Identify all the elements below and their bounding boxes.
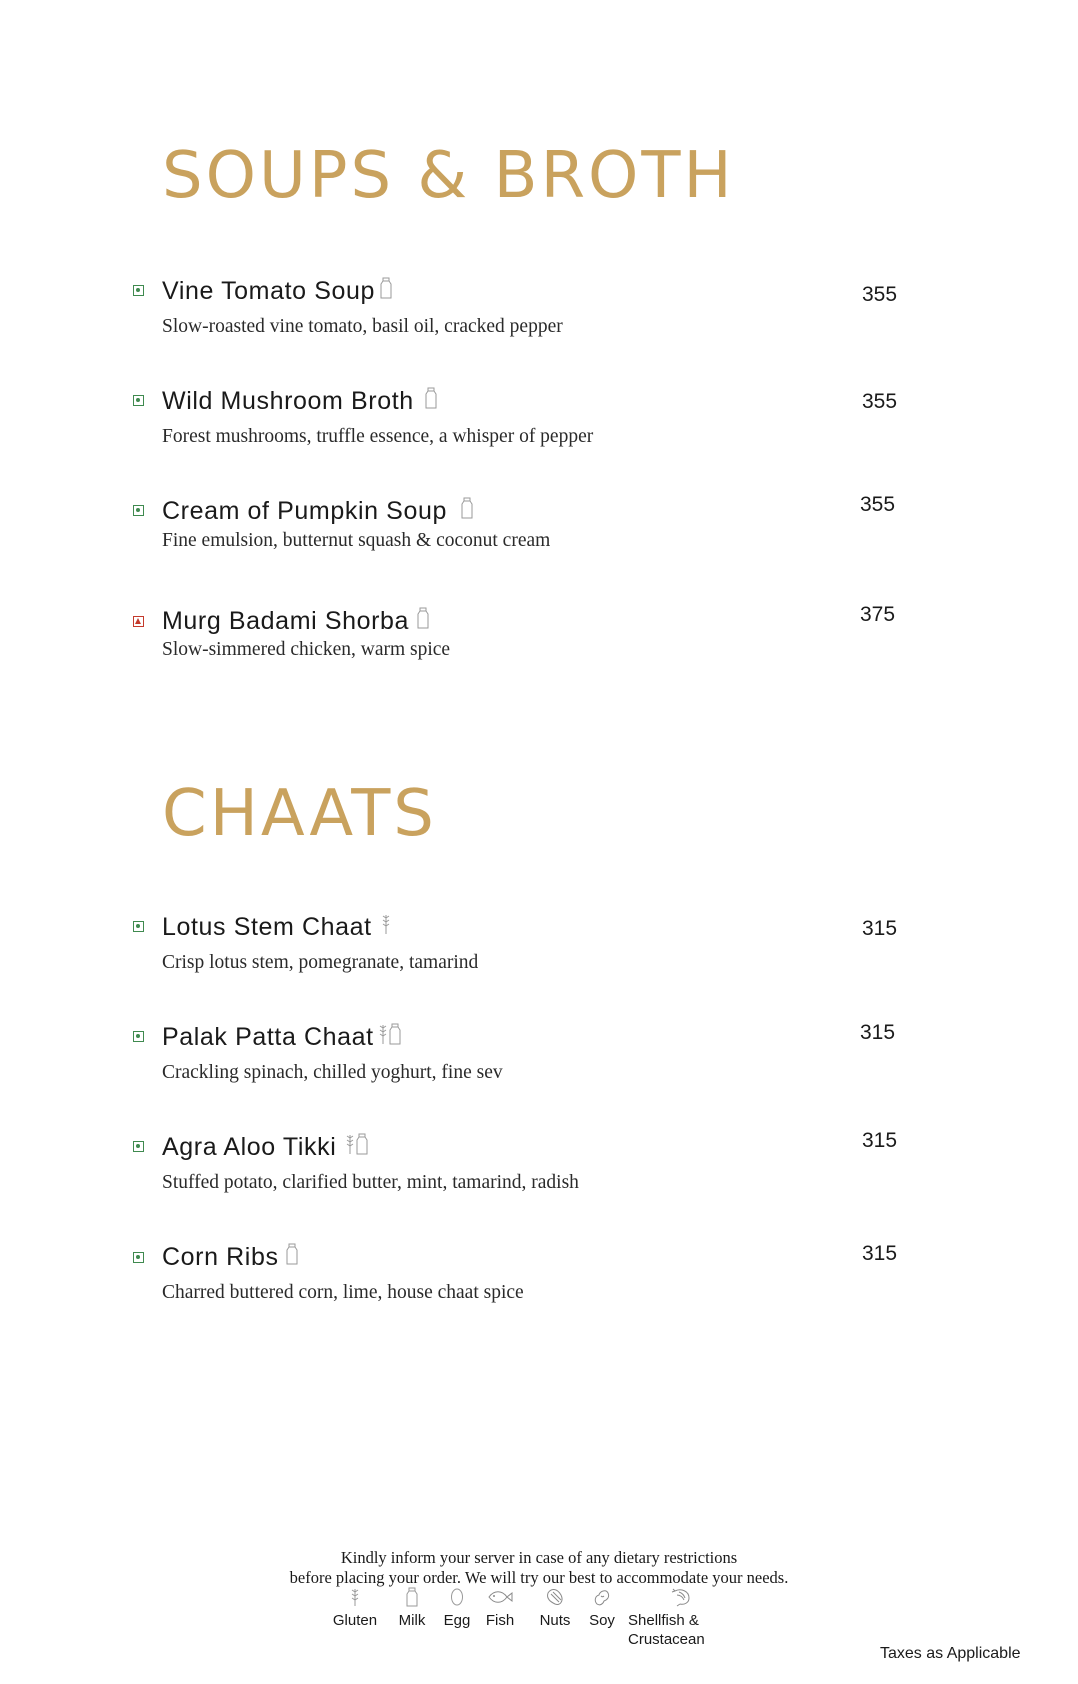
item-name: Cream of Pumpkin Soup	[162, 499, 473, 524]
item-description: Charred buttered corn, lime, house chaat spice	[162, 1282, 524, 1303]
item-name: Corn Ribs	[162, 1245, 298, 1270]
veg-indicator-icon	[133, 921, 144, 932]
milk-icon	[356, 1133, 368, 1155]
item-price: 315	[862, 917, 898, 940]
gluten-icon	[346, 1133, 354, 1155]
shellfish-icon	[650, 1587, 714, 1607]
veg-indicator-icon	[133, 285, 144, 296]
milk-icon	[417, 607, 429, 629]
item-price: 375	[860, 603, 896, 626]
legend-label: Nuts	[539, 1612, 571, 1629]
legend-fish	[480, 1587, 520, 1630]
dietary-note	[0, 1548, 1078, 1588]
section-title-soups: SOUPS & BROTH	[162, 139, 735, 213]
item-description: Slow-roasted vine tomato, basil oil, cracked pepper	[162, 316, 563, 337]
milk-icon	[425, 387, 437, 409]
veg-indicator-icon	[133, 505, 144, 516]
menu-item-wild-mushroom-broth	[0, 382, 1078, 462]
fish-icon	[480, 1587, 520, 1607]
item-name: Lotus Stem Chaat	[162, 915, 390, 940]
dietary-note-line-2: before placing your order. We will try our best to accommodate your needs.	[289, 1568, 789, 1587]
taxes-note: Taxes as Applicable	[880, 1645, 1021, 1662]
dietary-note-line-1: Kindly inform your server in case of any dietary restrictions	[340, 1548, 738, 1567]
legend-milk	[392, 1587, 432, 1630]
item-price: 355	[860, 493, 896, 516]
milk-icon	[389, 1023, 401, 1045]
legend-label: Gluten	[332, 1612, 378, 1629]
item-name: Agra Aloo Tikki	[162, 1135, 368, 1160]
menu-item-murg-badami-shorba	[0, 602, 1078, 682]
veg-indicator-icon	[133, 1141, 144, 1152]
milk-icon	[461, 497, 473, 519]
menu-item-agra-aloo-tikki	[0, 1128, 1078, 1208]
gluten-icon	[382, 913, 390, 935]
legend-soy	[584, 1587, 620, 1630]
legend-nuts	[534, 1587, 576, 1630]
item-description: Forest mushrooms, truffle essence, a whisper of pepper	[162, 426, 594, 447]
gluten-icon	[330, 1587, 380, 1607]
item-name: Murg Badami Shorba	[162, 609, 429, 634]
menu-item-corn-ribs	[0, 1238, 1078, 1318]
legend-label: Shellfish &	[628, 1612, 699, 1629]
menu-item-cream-of-pumpkin-soup	[0, 492, 1078, 572]
item-price: 355	[862, 283, 898, 306]
item-description: Crackling spinach, chilled yoghurt, fine sev	[162, 1062, 503, 1083]
item-price: 315	[862, 1242, 898, 1265]
milk-icon	[392, 1587, 432, 1607]
menu-item-lotus-stem-chaat	[0, 908, 1078, 988]
egg-icon	[440, 1587, 474, 1607]
item-price: 355	[862, 390, 898, 413]
item-name: Vine Tomato Soup	[162, 279, 392, 304]
non-veg-indicator-icon	[133, 616, 144, 627]
legend-label: Fish	[485, 1612, 515, 1629]
item-price: 315	[860, 1021, 896, 1044]
item-description: Slow-simmered chicken, warm spice	[162, 639, 451, 660]
item-description: Fine emulsion, butternut squash & coconut cream	[162, 530, 551, 551]
veg-indicator-icon	[133, 1031, 144, 1042]
legend-label: Crustacean	[628, 1631, 705, 1648]
soy-icon	[584, 1587, 620, 1607]
gluten-icon	[379, 1023, 387, 1045]
item-name: Palak Patta Chaat	[162, 1025, 401, 1050]
legend-label: Milk	[398, 1612, 426, 1629]
item-price: 315	[862, 1129, 898, 1152]
legend-label: Soy	[589, 1612, 615, 1629]
legend-shellfish	[628, 1587, 714, 1649]
veg-indicator-icon	[133, 395, 144, 406]
legend-label: Egg	[443, 1612, 471, 1629]
legend-egg	[440, 1587, 474, 1630]
section-title-chaats: CHAATS	[162, 777, 437, 851]
milk-icon	[380, 277, 392, 299]
legend-gluten	[330, 1587, 380, 1630]
item-name: Wild Mushroom Broth	[162, 389, 437, 414]
veg-indicator-icon	[133, 1252, 144, 1263]
menu-item-vine-tomato-soup	[0, 272, 1078, 352]
nuts-icon	[534, 1587, 576, 1607]
milk-icon	[286, 1243, 298, 1265]
item-description: Crisp lotus stem, pomegranate, tamarind	[162, 952, 479, 973]
menu-item-palak-patta-chaat	[0, 1018, 1078, 1098]
item-description: Stuffed potato, clarified butter, mint, tamarind, radish	[162, 1172, 579, 1193]
